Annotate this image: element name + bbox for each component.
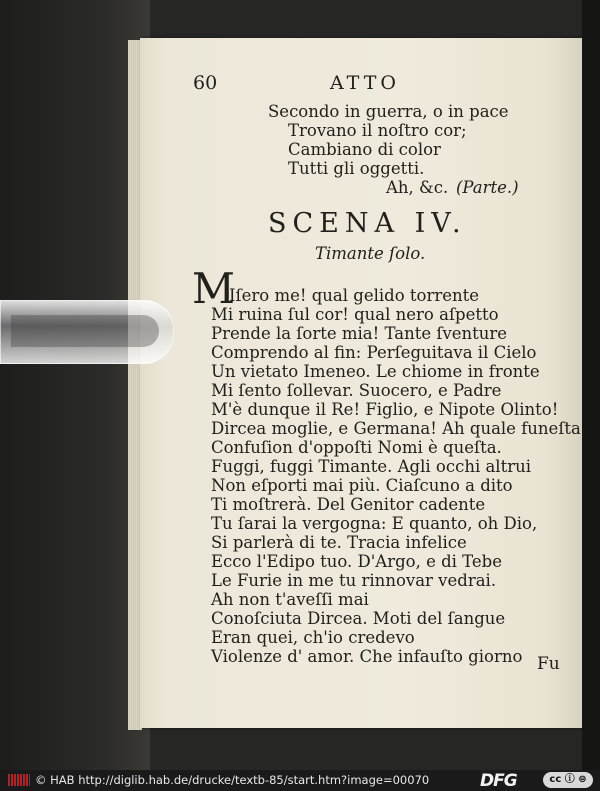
- dfg-logo[interactable]: DFG: [480, 771, 517, 791]
- catchword: Fu: [537, 654, 560, 674]
- page-clip: [0, 300, 174, 364]
- text-line: Confuſion d'oppoſti Nomi è queſta.: [211, 438, 502, 457]
- character-direction: Timante ſolo.: [315, 244, 426, 263]
- verse-end: Ah, &c.: [386, 178, 449, 197]
- text-line: M'è dunque il Re! Figlio, e Nipote Olinto!: [211, 400, 559, 419]
- text-line: Un vietato Imeneo. Le chiome in fronte: [211, 362, 540, 381]
- text-line: Conoſciuta Dircea. Moti del ſangue: [211, 609, 506, 628]
- text-line: Dircea moglie, e Germana! Ah quale funeſta: [211, 419, 581, 438]
- text-line: Ecco l'Edipo tuo. D'Argo, e di Tebe: [211, 552, 502, 571]
- text-line: Mi ruina ſul cor! qual nero aſpetto: [211, 305, 499, 324]
- text-line: Fuggi, fuggi Timante. Agli occhi altrui: [211, 457, 532, 476]
- verse-line: Tutti gli oggetti.: [288, 159, 425, 178]
- text-line: Tu ſarai la vergogna: E quanto, oh Dio,: [211, 514, 538, 533]
- verse-line: Trovano il noſtro cor;: [288, 121, 467, 140]
- page-number: 60: [193, 72, 218, 94]
- text-line: Mi ſento ſollevar. Suocero, e Padre: [211, 381, 502, 400]
- scene-heading: SCENA IV.: [268, 208, 467, 239]
- text-line: Iſero me! qual gelido torrente: [229, 286, 480, 305]
- text-line: Non eſporti mai più. Ciaſcuno a dito: [211, 476, 513, 495]
- text-line: Ti moſtrerà. Del Genitor cadente: [211, 495, 486, 514]
- text-line: Eran quei, ch'io credevo: [211, 628, 415, 647]
- page-clip-inner: [11, 315, 159, 347]
- viewer-footer: [0, 770, 600, 791]
- hab-logo-icon: [8, 774, 30, 786]
- verse-line: Cambiano di color: [288, 140, 441, 159]
- stage-direction: (Parte.): [456, 178, 519, 197]
- source-url[interactable]: © HAB http://diglib.hab.de/drucke/textb-85/start.htm?image=00070: [35, 773, 430, 787]
- scanner-background-right: [582, 0, 600, 770]
- drop-cap: M: [192, 264, 236, 313]
- verse-line: Secondo in guerra, o in pace: [268, 102, 509, 121]
- text-line: Si parlerà di te. Tracia infelice: [211, 533, 467, 552]
- text-line: Ah non t'aveſſi mai: [211, 590, 369, 609]
- cc-license-icon[interactable]: cc ⓘ ⊜: [543, 772, 593, 788]
- text-line: Violenze d' amor. Che infauſto giorno: [211, 647, 523, 666]
- text-line: Le Furie in me tu rinnovar vedrai.: [211, 571, 497, 590]
- text-line: Comprendo al fin: Perſeguitava il Cielo: [211, 343, 537, 362]
- text-line: Prende la ſorte mia! Tante ſventure: [211, 324, 508, 343]
- running-head: ATTO: [330, 72, 400, 94]
